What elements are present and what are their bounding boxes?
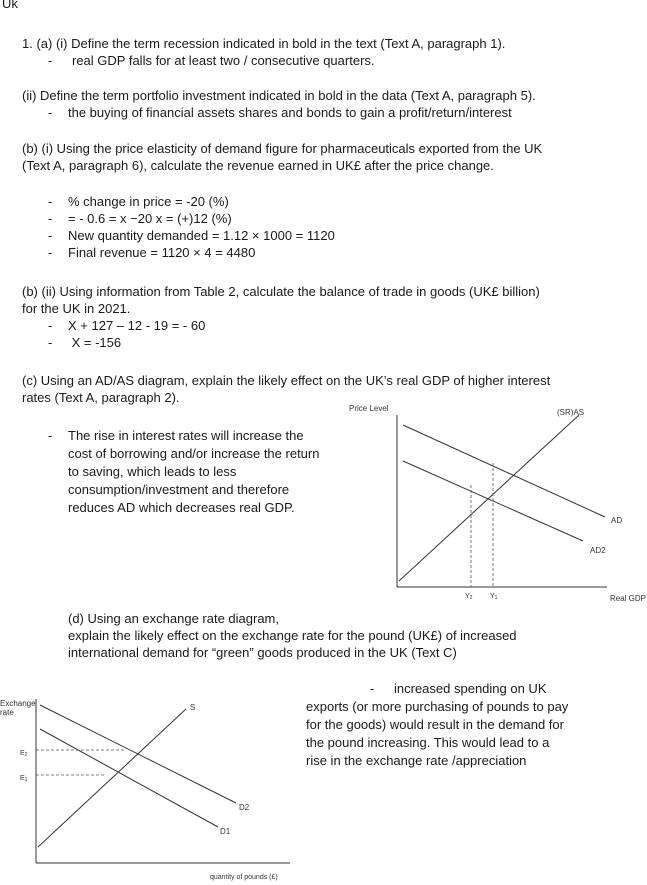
question-1d-line3: international demand for “green” goods produced in the UK (Text C) [68,645,457,660]
d1-curve [40,729,218,827]
d2-curve [40,705,236,803]
answer-1d-line1: increased spending on UK [394,681,547,696]
as-label: (SR)AS [557,408,585,417]
ad-label: AD [611,516,623,525]
answer-1c-line3: to saving, which leads to less [68,464,237,479]
s-label: S [190,703,196,712]
step-1b-ii-2: X = -156 [68,335,122,350]
step-1b-ii-1: X + 127 – 12 - 19 = - 60 [68,318,206,333]
adas-diagram [347,401,647,603]
bullet-dash: - [48,318,53,333]
answer-1d-line3: for the goods) would result in the demand for [306,717,564,732]
step-1b-i-1: % change in price = -20 (%) [68,194,229,209]
bullet-dash: - [48,53,53,68]
answer-1a-ii: the buying of financial assets shares and bonds to gain a profit/return/interest [68,105,512,120]
question-1c-line1: (c) Using an AD/AS diagram, explain the likely effect on the UK’s real GDP of higher interest [22,373,551,388]
question-1a-i: 1. (a) (i) Define the term recession indicated in bold in the text (Text A, paragraph 1). [22,36,506,51]
step-1b-i-4: Final revenue = 1120 × 4 = 4480 [68,245,256,260]
question-1b-i-line2: (Text A, paragraph 6), calculate the revenue earned in UK£ after the price change. [22,158,494,173]
bullet-dash: - [48,228,53,243]
e2-label: E2 [20,750,28,758]
fx-ylabel-line1: Exchange [0,699,36,708]
question-1d-line1: (d) Using an exchange rate diagram, [68,611,280,626]
answer-1c-line4: consumption/investment and therefore [68,482,290,497]
question-1b-i-line1: (b) (i) Using the price elasticity of demand figure for pharmaceuticals exported from the UK [22,141,543,156]
adas-ylabel: Price Level [349,404,389,413]
bullet-dash: - [48,428,53,443]
bullet-dash: - [48,105,53,120]
bullet-dash: - [48,211,53,226]
e1-label: E1 [20,775,28,783]
d1-label: D1 [220,827,231,836]
adas-xlabel: Real GDP [610,594,647,603]
answer-1d-line4: the pound increasing. This would lead to a [306,735,550,750]
question-1c-line2: rates (Text A, paragraph 2). [22,390,180,405]
question-1b-ii-line2: for the UK in 2021. [22,301,131,316]
answer-1d-line5: rise in the exchange rate /appreciation [306,753,527,768]
answer-1d-line2: exports (or more purchasing of pounds to pay [306,699,569,714]
answer-1c-line5: reduces AD which decreases real GDP. [68,500,295,515]
step-1b-i-2: = - 0.6 = x −20 x = (+)12 (%) [68,211,232,226]
answer-1c-line2: cost of borrowing and/or increase the return [68,446,320,461]
ad2-label: AD2 [590,546,606,555]
as-curve [399,415,579,581]
y2-label: Y2 [465,593,473,601]
question-1b-ii-line1: (b) (ii) Using information from Table 2, calculate the balance of trade in goods (UK£ billion) [22,284,540,299]
bullet-dash: - [48,194,53,209]
step-1b-i-3: New quantity demanded = 1.12 × 1000 = 1120 [68,228,335,243]
exchange-rate-diagram [0,695,295,885]
question-1d-line2: explain the likely effect on the exchange rate for the pound (UK£) of increased [68,628,517,643]
ad-curve [403,425,605,517]
y1-label: Y1 [490,593,498,601]
answer-1c-line1: The rise in interest rates will increase the [68,428,304,443]
answer-1a-i: real GDP falls for at least two / consecutive quarters. [72,53,375,68]
question-1a-ii: (ii) Define the term portfolio investment indicated in bold in the data (Text A, paragraph 5). [22,88,536,103]
fx-xlabel: quantity of pounds (£) [210,874,278,881]
d2-label: D2 [239,803,250,812]
bullet-dash: - [48,245,53,260]
fx-ylabel-line2: rate [0,708,14,717]
page-header: Uk [2,0,18,11]
bullet-dash: - [370,681,375,696]
bullet-dash: - [48,335,53,350]
supply-curve [38,709,186,847]
